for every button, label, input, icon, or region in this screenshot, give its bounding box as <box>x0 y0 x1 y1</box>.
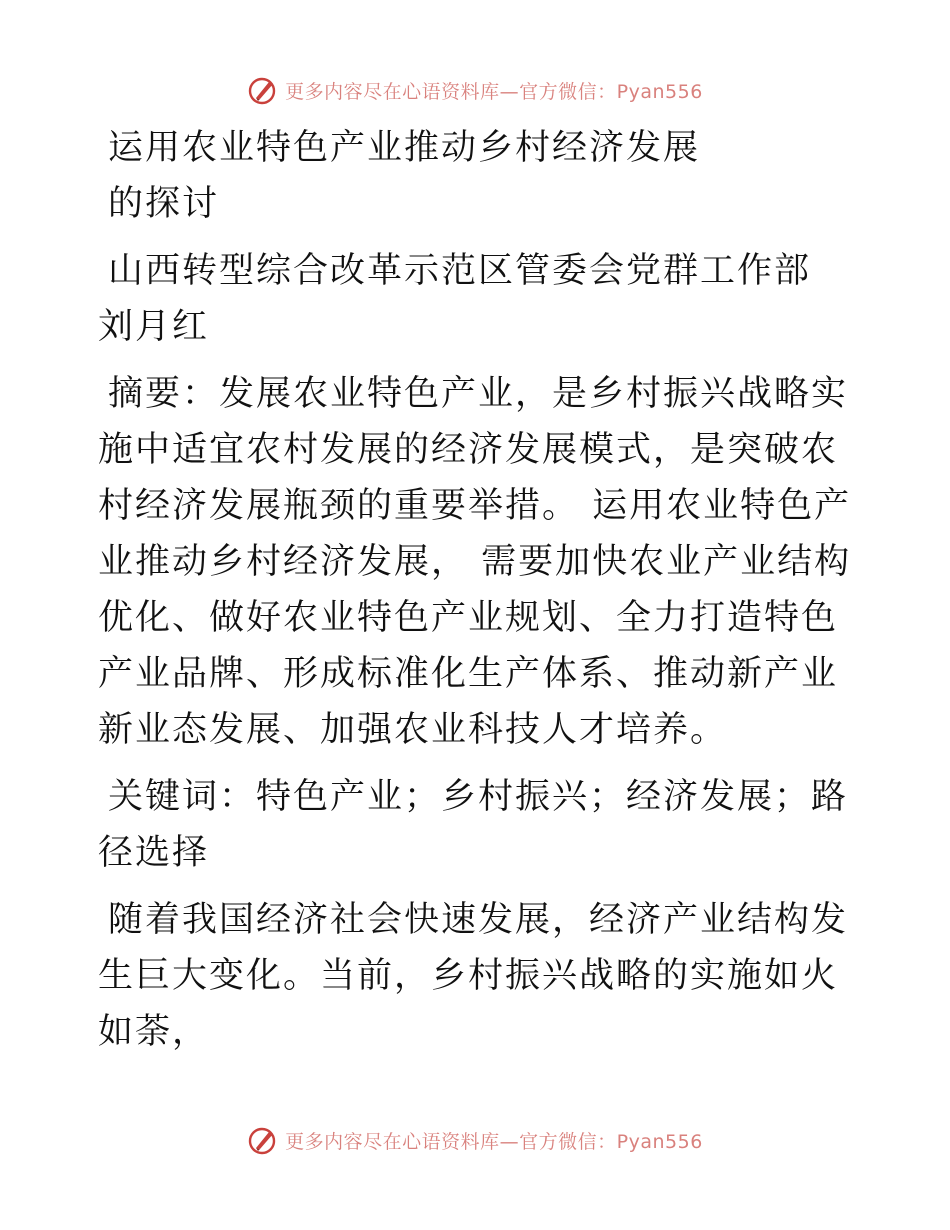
watermark-footer <box>0 1120 950 1160</box>
abstract-paragraph: 摘要：发展农业特色产业，是乡村振兴战略实施中适宜农村发展的经济发展模式，是突破农村经济发展瓶颈的重要举措。 运用农业特色产业推动乡村经济发展， 需要加快农业产业结构优化、做好农业特色产业规划、全力打造特色产业品牌、形成标准化生产体系、推动新产业新业态发展、加强农业科技人才培养。 <box>98 374 852 750</box>
keywords-paragraph: 关键词：特色产业；乡村振兴；经济发展；路径选择 <box>98 777 849 873</box>
watermark-text: 更多内容尽在心语资料库—官方微信：Pyan556 <box>285 1130 703 1153</box>
watermark-text: 更多内容尽在心语资料库—官方微信：Pyan556 <box>285 80 703 103</box>
quill-pen-circle-icon <box>247 74 279 106</box>
quill-pen-circle-icon <box>247 1124 279 1156</box>
watermark-header <box>0 70 950 110</box>
document-body <box>98 120 858 1071</box>
document-title-line1: 运用农业特色产业推动乡村经济发展 <box>108 128 701 168</box>
body-paragraph: 随着我国经济社会快速发展，经济产业结构发生巨大变化。当前，乡村振兴战略的实施如火如荼， <box>98 900 849 1052</box>
document-title-line2: 的探讨 <box>108 184 220 224</box>
author-line: 山西转型综合改革示范区管委会党群工作部 刘月红 <box>98 251 849 347</box>
